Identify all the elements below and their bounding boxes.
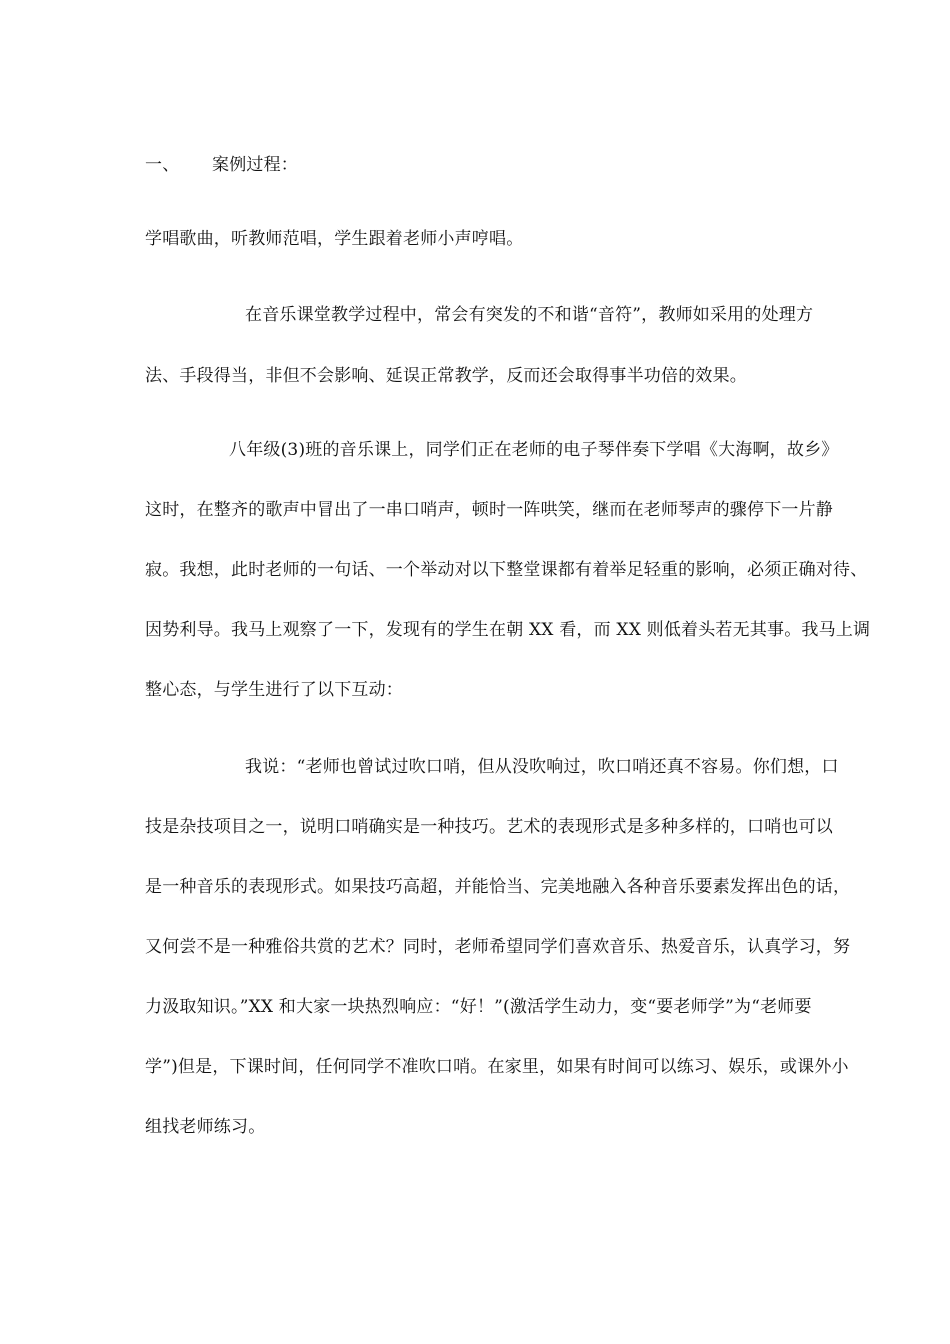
paragraph-line: 学”)但是，下课时间，任何同学不准吹口哨。在家里，如果有时间可以练习、娱乐，或课外小 [145,1057,849,1077]
paragraph-line: 在音乐课堂教学过程中，常会有突发的不和谐“音符”，教师如采用的处理方 [245,305,814,325]
paragraph-line: 技是杂技项目之一，说明口哨确实是一种技巧。艺术的表现形式是多种多样的，口哨也可以 [145,817,833,837]
paragraph-line: 这时，在整齐的歌声中冒出了一串口哨声，顿时一阵哄笑，继而在老师琴声的骤停下一片静 [145,500,833,520]
paragraph-line: 寂。我想，此时老师的一句话、一个举动对以下整堂课都有着举足轻重的影响，必须正确对待、 [145,560,868,580]
section-number: 一、 [145,155,180,175]
paragraph-line: 力汲取知识。”XX 和大家一块热烈响应：“好！”(激活学生动力，变“要老师学”为“老师要 [145,997,812,1017]
paragraph-line: 我说：“老师也曾试过吹口哨，但从没吹响过，吹口哨还真不容易。你们想，口 [245,757,839,777]
paragraph-line: 因势利导。我马上观察了一下，发现有的学生在朝 XX 看，而 XX 则低着头若无其事。我马上调 [145,620,871,640]
paragraph-line: 又何尝不是一种雅俗共赏的艺术？同时，老师希望同学们喜欢音乐、热爱音乐，认真学习，努 [145,937,851,957]
paragraph-line: 整心态，与学生进行了以下互动： [145,680,403,700]
paragraph-line: 法、手段得当，非但不会影响、延误正常教学，反而还会取得事半功倍的效果。 [145,366,747,386]
paragraph-line: 是一种音乐的表现形式。如果技巧高超，并能恰当、完美地融入各种音乐要素发挥出色的话， [145,877,851,897]
paragraph-line: 学唱歌曲，听教师范唱，学生跟着老师小声哼唱。 [145,229,524,249]
paragraph-line: 八年级(3)班的音乐课上，同学们正在老师的电子琴伴奏下学唱《大海啊，故乡》 [229,440,839,460]
section-heading: 案例过程： [212,155,298,175]
paragraph-line: 组找老师练习。 [145,1117,266,1137]
